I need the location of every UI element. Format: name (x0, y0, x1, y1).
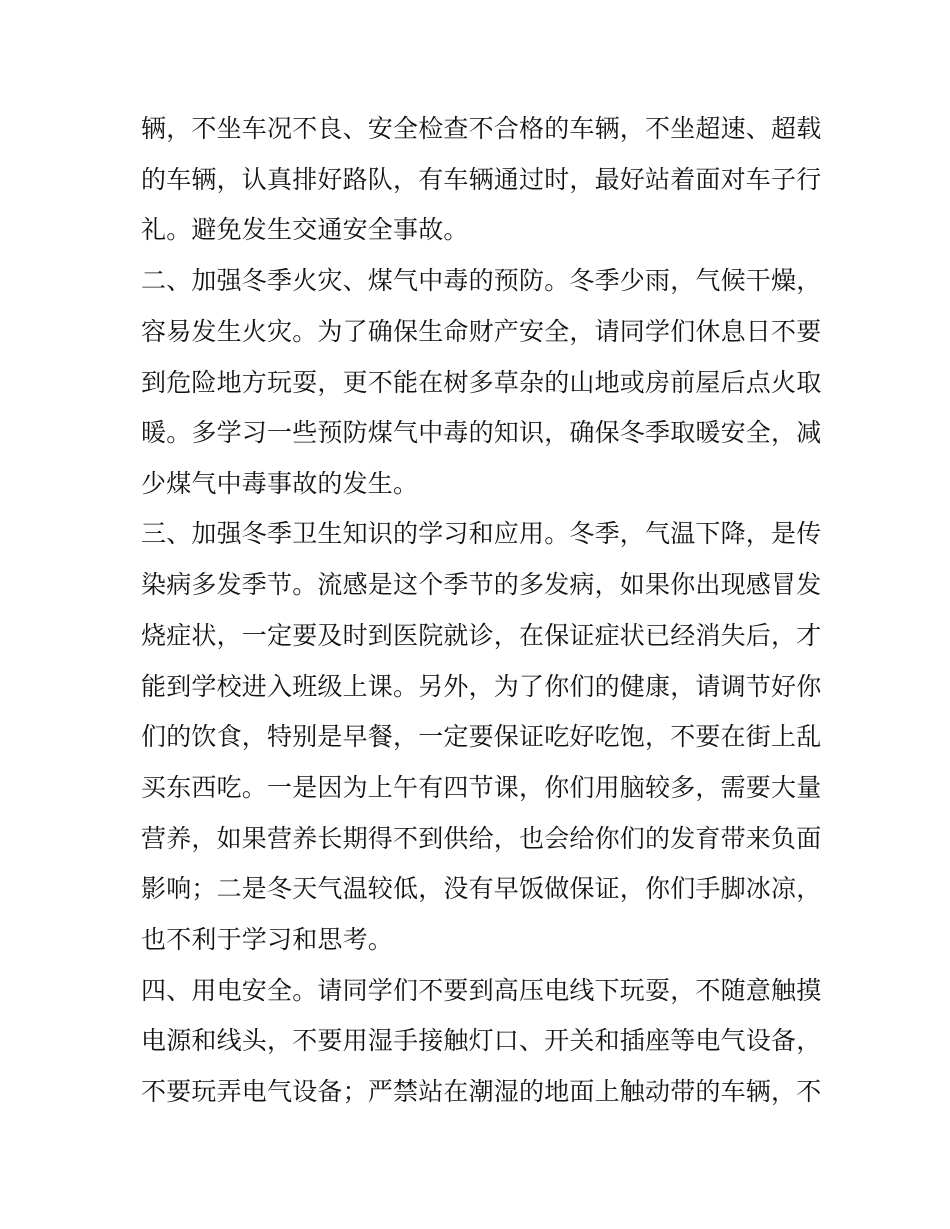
text-line: 辆，不坐车况不良、安全检查不合格的车辆，不坐超速、超载 (141, 114, 822, 143)
text-line: 到危险地方玩耍，更不能在树多草杂的山地或房前屋后点火取 (141, 368, 822, 397)
text-line: 二、加强冬季火灾、煤气中毒的预防。冬季少雨，气候干燥， (141, 266, 822, 295)
text-line: 能到学校进入班级上课。另外，为了你们的健康，请调节好你 (141, 672, 822, 701)
text-line: 影响；二是冬天气温较低，没有早饭做保证，你们手脚冰凉， (141, 874, 822, 903)
text-line: 电源和线头，不要用湿手接触灯口、开关和插座等电气设备， (141, 1026, 822, 1055)
text-line: 烧症状，一定要及时到医院就诊，在保证症状已经消失后，才 (141, 621, 822, 650)
text-line: 也不利于学习和思考。 (141, 925, 394, 954)
text-line: 三、加强冬季卫生知识的学习和应用。冬季，气温下降，是传 (141, 519, 822, 548)
text-line: 少煤气中毒事故的发生。 (141, 469, 419, 498)
text-line: 营养，如果营养长期得不到供给，也会给你们的发育带来负面 (141, 824, 822, 853)
text-line: 暖。多学习一些预防煤气中毒的知识，确保冬季取暖安全，减 (141, 418, 822, 447)
text-line: 买东西吃。一是因为上午有四节课，你们用脑较多，需要大量 (141, 773, 822, 802)
text-line: 们的饮食，特别是早餐，一定要保证吃好吃饱，不要在街上乱 (141, 722, 822, 751)
text-line: 不要玩弄电气设备；严禁站在潮湿的地面上触动带的车辆，不 (141, 1077, 822, 1106)
text-line: 染病多发季节。流感是这个季节的多发病，如果你出现感冒发 (141, 570, 822, 599)
text-line: 四、用电安全。请同学们不要到高压电线下玩耍，不随意触摸 (141, 976, 822, 1005)
text-line: 容易发生火灾。为了确保生命财产安全，请同学们休息日不要 (141, 317, 822, 346)
text-line: 的车辆，认真排好路队，有车辆通过时，最好站着面对车子行 (141, 165, 822, 194)
text-line: 礼。避免发生交通安全事故。 (141, 215, 469, 244)
